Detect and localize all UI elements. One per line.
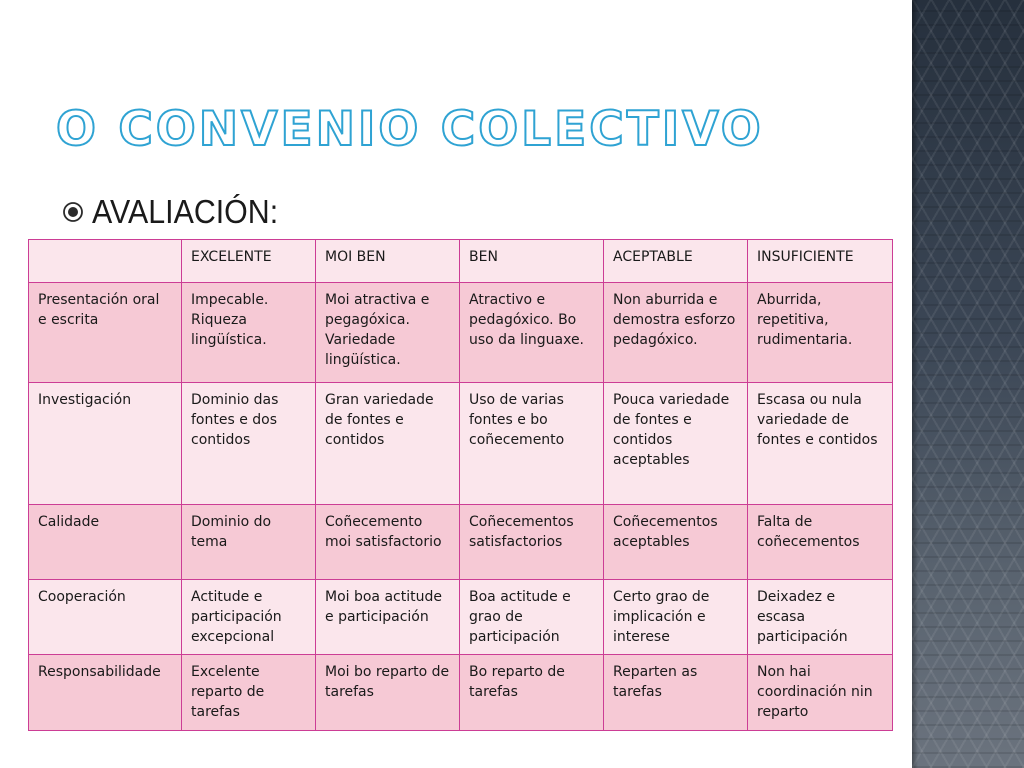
radio-bullet-icon <box>62 201 84 223</box>
header-cell-insuficiente: INSUFICIENTE <box>748 240 893 283</box>
side-panel-shadow <box>912 0 918 768</box>
table-row <box>29 283 893 383</box>
table-row <box>29 655 893 731</box>
table-cell: Moi bo reparto de tarefas <box>316 655 460 731</box>
table-row <box>29 505 893 580</box>
table-cell: Coñecementos aceptables <box>604 505 748 580</box>
table-cell: Non aburrida e demostra esforzo pedagóxico. <box>604 283 748 383</box>
table-cell: Impecable. Riqueza lingüística. <box>182 283 316 383</box>
header-cell-moi-ben: MOI BEN <box>316 240 460 283</box>
table-cell: Boa actitude e grao de participación <box>460 580 604 655</box>
table-cell: Pouca variedade de fontes e contidos aceptables <box>604 383 748 505</box>
table-cell: Actitude e participación excepcional <box>182 580 316 655</box>
table-cell: Non hai coordinación nin reparto <box>748 655 893 731</box>
decorative-side-panel <box>912 0 1024 768</box>
bullet-item <box>62 190 294 234</box>
table-cell: Dominio das fontes e dos contidos <box>182 383 316 505</box>
table-cell: Deixadez e escasa participación <box>748 580 893 655</box>
criterion-cell: Cooperación <box>29 580 182 655</box>
table-cell: Reparten as tarefas <box>604 655 748 731</box>
table-cell: Excelente reparto de tarefas <box>182 655 316 731</box>
slide-title: O CONVENIO COLECTIVO <box>56 102 764 157</box>
side-panel-texture <box>912 0 1024 768</box>
table-cell: Coñecementos satisfactorios <box>460 505 604 580</box>
header-cell-aceptable: ACEPTABLE <box>604 240 748 283</box>
criterion-cell: Responsabilidade <box>29 655 182 731</box>
table-cell: Moi boa actitude e participación <box>316 580 460 655</box>
table-cell: Aburrida, repetitiva, rudimentaria. <box>748 283 893 383</box>
table-row <box>29 580 893 655</box>
table-header-row <box>29 240 893 283</box>
table-cell: Gran variedade de fontes e contidos <box>316 383 460 505</box>
header-cell-ben: BEN <box>460 240 604 283</box>
table-cell: Falta de coñecementos <box>748 505 893 580</box>
table-row <box>29 383 893 505</box>
evaluation-rubric-table <box>28 239 893 731</box>
table-cell: Coñecemento moi satisfactorio <box>316 505 460 580</box>
table-cell: Uso de varias fontes e bo coñecemento <box>460 383 604 505</box>
header-cell-excelente: EXCELENTE <box>182 240 316 283</box>
table-cell: Certo grao de implicación e interese <box>604 580 748 655</box>
table-cell: Dominio do tema <box>182 505 316 580</box>
criterion-cell: Presentación oral e escrita <box>29 283 182 383</box>
table-cell: Bo reparto de tarefas <box>460 655 604 731</box>
header-cell-empty <box>29 240 182 283</box>
criterion-cell: Calidade <box>29 505 182 580</box>
table-cell: Moi atractiva e pegagóxica. Variedade lingüística. <box>316 283 460 383</box>
table-cell: Atractivo e pedagóxico. Bo uso da linguaxe. <box>460 283 604 383</box>
table-cell: Escasa ou nula variedade de fontes e contidos <box>748 383 893 505</box>
criterion-cell: Investigación <box>29 383 182 505</box>
bullet-text: AVALIACIÓN: <box>92 193 279 230</box>
